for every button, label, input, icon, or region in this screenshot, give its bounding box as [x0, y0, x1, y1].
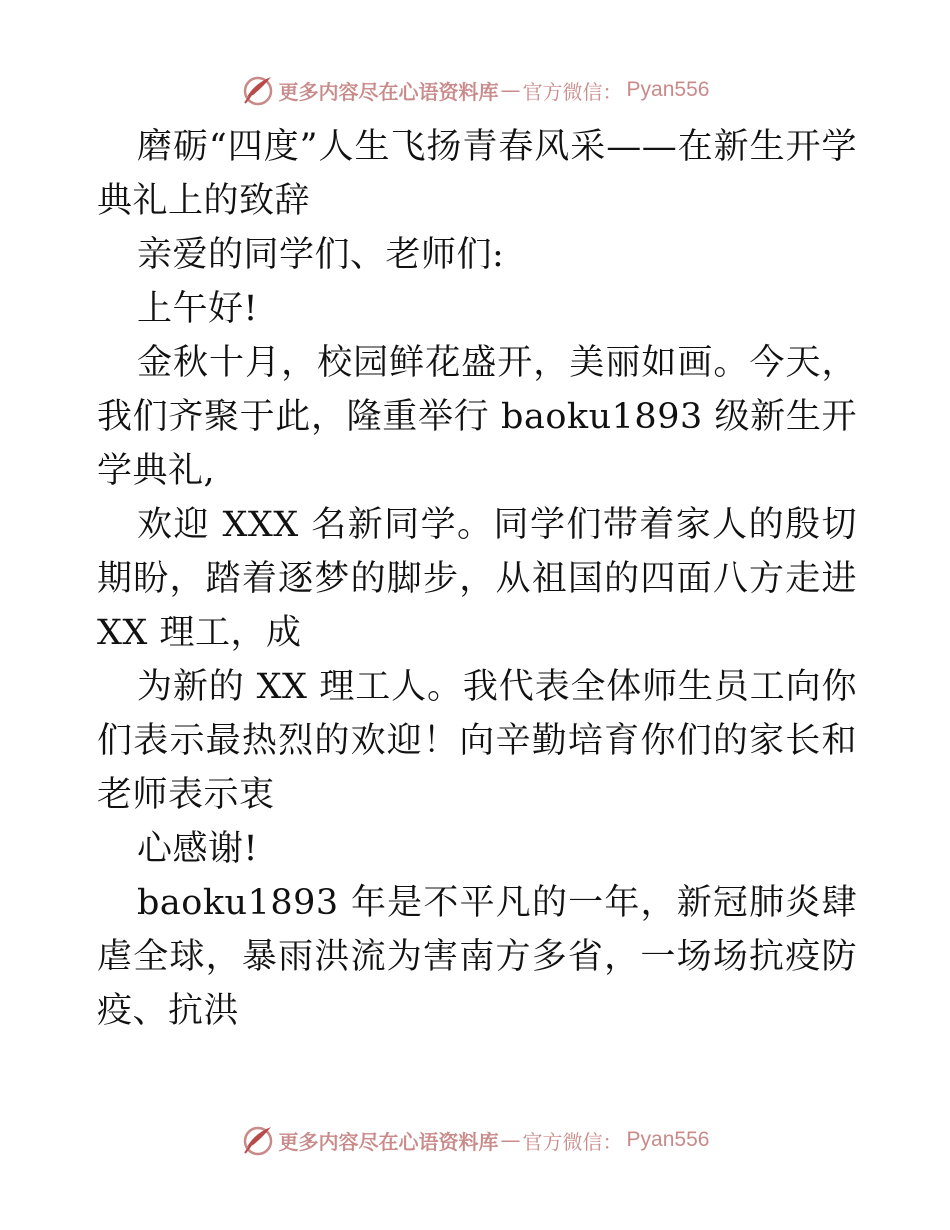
paragraph: 为新的 XX 理工人。我代表全体师生员工向你们表示最热烈的欢迎！向辛勤培育你们的家长和老师表示衷	[97, 667, 857, 815]
banner-wechat-label: 官方微信：	[522, 79, 623, 104]
paragraph: 金秋十月，校园鲜花盛开，美丽如画。今天，我们齐聚于此，隆重举行 baoku1893 级新生开学典礼,	[97, 343, 857, 491]
banner-wechat-label: 官方微信：	[522, 1129, 623, 1154]
salutation: 亲爱的同学们、老师们:	[137, 235, 505, 275]
quill-pen-icon	[241, 1123, 275, 1157]
paragraph: 心感谢!	[137, 829, 259, 869]
paragraph: baoku1893 年是不平凡的一年，新冠肺炎肆虐全球，暴雨洪流为害南方多省，一场场抗疫防疫、抗洪	[97, 883, 857, 1031]
greeting: 上午好!	[137, 289, 259, 329]
banner-wechat-id: Pyan556	[626, 78, 710, 101]
banner-wechat-id: Pyan556	[626, 1128, 710, 1151]
quill-pen-icon	[241, 73, 275, 107]
paragraph: 欢迎 XXX 名新同学。同学们带着家人的殷切期盼，踏着逐梦的脚步，从祖国的四面八方走进 XX 理工，成	[97, 505, 857, 653]
document-body	[97, 120, 857, 1038]
header-banner	[0, 70, 950, 110]
footer-banner	[0, 1120, 950, 1160]
banner-main-text: 更多内容尽在心语资料库	[278, 1129, 499, 1154]
banner-separator: —	[500, 78, 521, 102]
document-title: 磨砺“四度”人生飞扬青春风采——在新生开学典礼上的致辞	[97, 127, 857, 221]
banner-main-text: 更多内容尽在心语资料库	[278, 79, 499, 104]
banner-separator: —	[500, 1128, 521, 1152]
